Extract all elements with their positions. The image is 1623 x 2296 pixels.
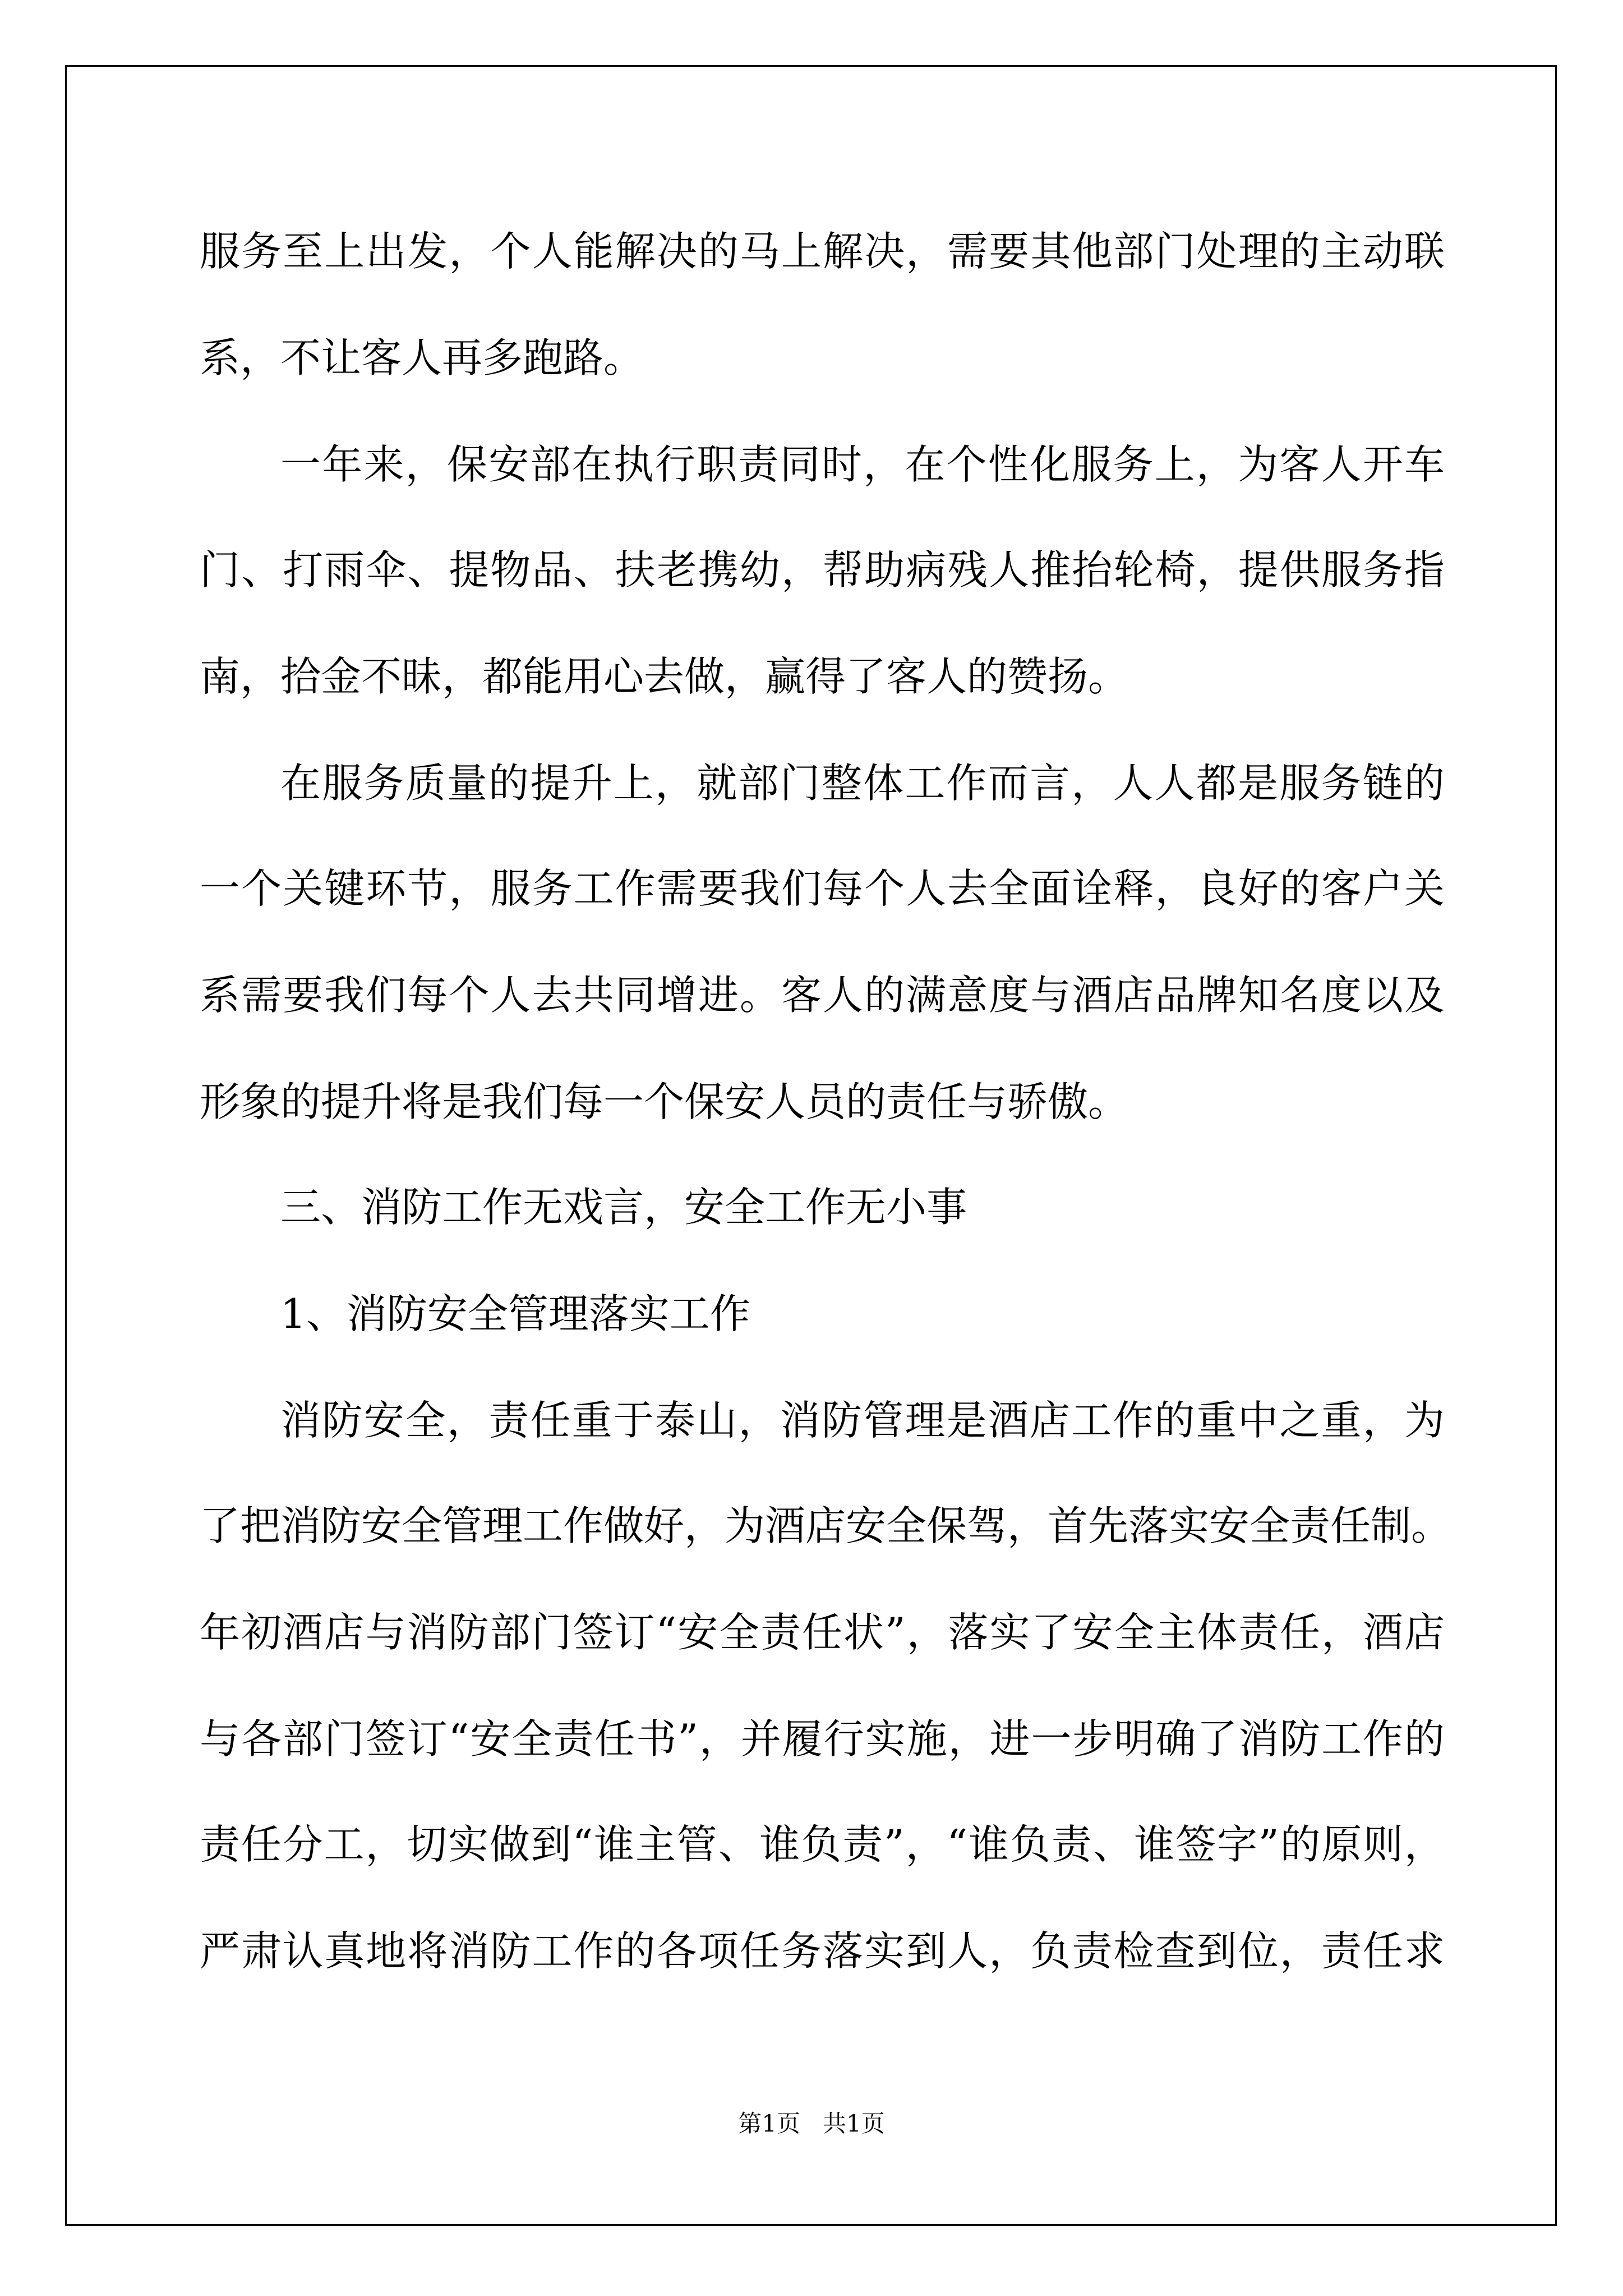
text-line: 年初酒店与消防部门签订“安全责任状”，落实了安全主体责任，酒店: [200, 1609, 1445, 1656]
text-line: 责任分工，切实做到“谁主管、谁负责”，“谁负责、谁签字”的原则，: [200, 1821, 1445, 1868]
text-line: 了把消防安全管理工作做好，为酒店安全保驾，首先落实安全责任制。: [200, 1502, 1452, 1549]
text-line: 门、打雨伞、提物品、扶老携幼，帮助病残人推抬轮椅，提供服务指: [200, 546, 1445, 593]
text-line: 服务至上出发，个人能解决的马上解决，需要其他部门处理的主动联: [200, 228, 1445, 275]
text-line: 系需要我们每个人去共同增进。客人的满意度与酒店品牌知名度以及: [200, 972, 1445, 1019]
text-line: 系，不让客人再多跑路。: [200, 334, 644, 381]
text-line: 与各部门签订“安全责任书”，并履行实施，进一步明确了消防工作的: [200, 1715, 1445, 1763]
text-line: 消防安全，责任重于泰山，消防管理是酒店工作的重中之重，为: [280, 1397, 1445, 1444]
section-heading: 三、消防工作无戏言，安全工作无小事: [280, 1184, 967, 1231]
text-line: 形象的提升将是我们每一个保安人员的责任与骄傲。: [200, 1078, 1129, 1125]
page-number-footer: 第1页 共1页: [738, 2110, 885, 2137]
text-line: 一个关键环节，服务工作需要我们每个人去全面诠释，良好的客户关: [200, 865, 1445, 912]
page-border: [65, 65, 1557, 2226]
text-line: 在服务质量的提升上，就部门整体工作而言，人人都是服务链的: [280, 760, 1445, 807]
text-line: 严肃认真地将消防工作的各项任务落实到人，负责检查到位，责任求: [200, 1927, 1445, 1975]
subsection-heading: 1、消防安全管理落实工作: [280, 1290, 750, 1337]
text-line: 一年来，保安部在执行职责同时，在个性化服务上，为客人开车: [280, 441, 1445, 488]
text-line: 南，拾金不昧，都能用心去做，赢得了客人的赞扬。: [200, 653, 1129, 700]
